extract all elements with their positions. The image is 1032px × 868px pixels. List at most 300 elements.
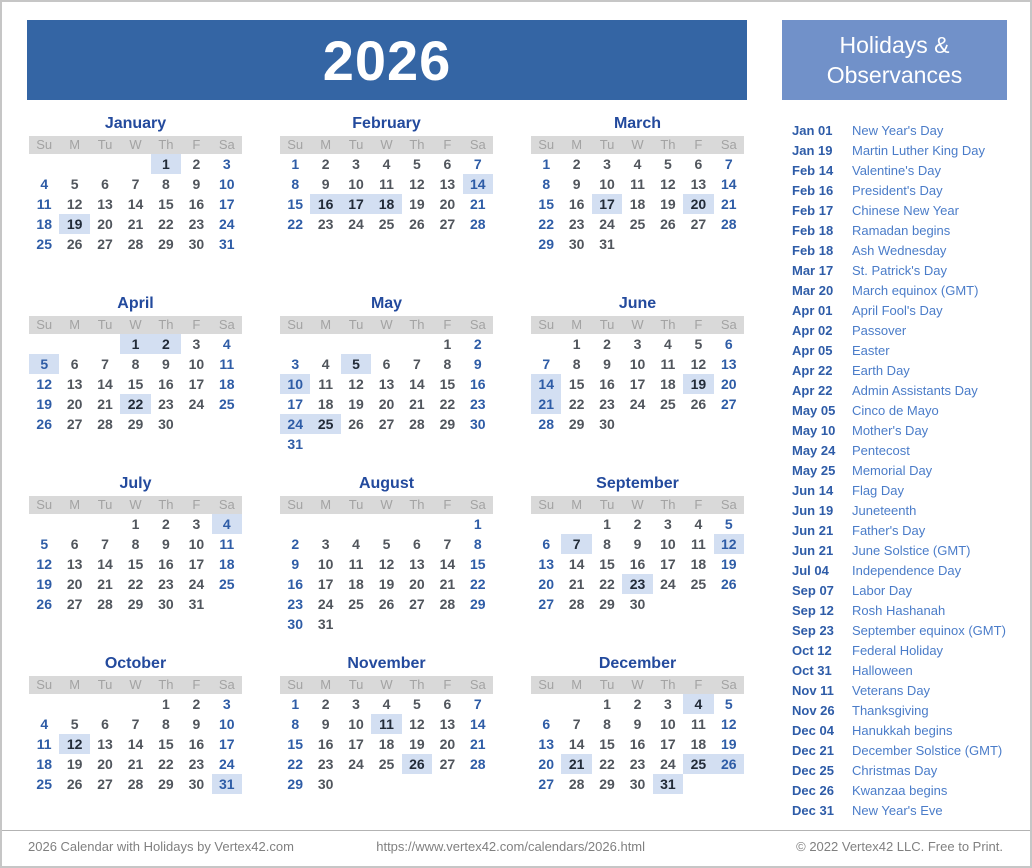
holiday-row bbox=[792, 341, 1022, 361]
day-cell: 1 bbox=[291, 696, 300, 712]
day-cell: 23 bbox=[317, 216, 334, 232]
day-cell: 12 bbox=[714, 534, 744, 554]
day-cell: 31 bbox=[218, 236, 235, 252]
day-cell: 5 bbox=[382, 536, 391, 552]
month-title: December bbox=[598, 655, 677, 672]
weekday-header-cell: Sa bbox=[714, 496, 744, 514]
year-banner bbox=[27, 20, 747, 100]
day-cell bbox=[280, 334, 310, 354]
day-cell: 24 bbox=[188, 396, 205, 412]
day-cell: 13 bbox=[538, 556, 554, 572]
holiday-row bbox=[792, 401, 1022, 421]
day-cell: 14 bbox=[568, 736, 585, 752]
day-cell: 4 bbox=[222, 336, 231, 352]
day-cell: 21 bbox=[97, 396, 113, 412]
day-cell bbox=[310, 434, 340, 454]
day-cell: 2 bbox=[151, 334, 181, 354]
day-cell: 18 bbox=[317, 396, 334, 412]
weekday-header-cell: W bbox=[371, 316, 401, 334]
day-cell: 12 bbox=[36, 376, 52, 392]
holiday-name: New Year's Day bbox=[852, 123, 944, 138]
day-cell: 13 bbox=[720, 356, 737, 372]
day-cell bbox=[432, 774, 462, 794]
day-cell: 26 bbox=[714, 754, 744, 774]
day-cell: 17 bbox=[188, 556, 205, 572]
day-cell: 20 bbox=[66, 576, 83, 592]
day-cell: 6 bbox=[70, 536, 79, 552]
holiday-name: Veterans Day bbox=[852, 683, 931, 698]
day-cell: 4 bbox=[382, 156, 391, 172]
day-cell bbox=[531, 334, 561, 354]
day-cell: 11 bbox=[371, 714, 401, 734]
day-cell: 29 bbox=[599, 776, 615, 792]
holiday-name: Halloween bbox=[852, 663, 913, 678]
day-cell: 22 bbox=[287, 756, 303, 772]
day-cell: 25 bbox=[36, 236, 52, 252]
day-cell: 16 bbox=[568, 196, 585, 212]
day-cell: 8 bbox=[572, 356, 581, 372]
day-cell: 18 bbox=[690, 556, 707, 572]
day-cell: 7 bbox=[561, 534, 591, 554]
day-cell: 29 bbox=[568, 416, 585, 432]
holiday-name: Easter bbox=[852, 343, 890, 358]
day-cell: 13 bbox=[538, 736, 554, 752]
day-cell: 29 bbox=[287, 776, 303, 792]
month-day-grid bbox=[29, 676, 242, 794]
day-cell: 31 bbox=[212, 774, 242, 794]
month-title: June bbox=[618, 295, 657, 312]
day-cell: 15 bbox=[469, 556, 486, 572]
day-cell: 1 bbox=[291, 156, 300, 172]
weekday-header-cell: Th bbox=[653, 496, 683, 514]
day-cell: 24 bbox=[629, 396, 646, 412]
day-cell: 9 bbox=[572, 176, 581, 192]
day-cell: 5 bbox=[413, 156, 421, 172]
day-cell: 1 bbox=[603, 516, 611, 532]
holiday-row bbox=[792, 221, 1022, 241]
holiday-date: Mar 20 bbox=[792, 283, 834, 298]
day-cell: 15 bbox=[158, 196, 174, 212]
month-june bbox=[531, 294, 744, 454]
day-cell bbox=[280, 514, 310, 534]
weekday-header-cell: Tu bbox=[90, 136, 120, 154]
day-cell: 18 bbox=[378, 736, 395, 752]
weekday-header-cell: F bbox=[683, 316, 713, 334]
day-cell bbox=[90, 514, 120, 534]
weekday-header-cell: M bbox=[561, 316, 591, 334]
day-cell: 22 bbox=[469, 576, 486, 592]
day-cell: 20 bbox=[378, 396, 395, 412]
holiday-name: Martin Luther King Day bbox=[852, 143, 985, 158]
holiday-date: Jan 19 bbox=[792, 143, 833, 158]
holiday-row bbox=[792, 261, 1022, 281]
day-cell: 12 bbox=[660, 176, 676, 192]
day-cell: 17 bbox=[218, 736, 235, 752]
day-cell bbox=[714, 594, 744, 614]
day-cell: 10 bbox=[348, 716, 364, 732]
holiday-row bbox=[792, 441, 1022, 461]
day-cell: 25 bbox=[218, 396, 235, 412]
day-cell: 25 bbox=[310, 414, 340, 434]
day-cell: 29 bbox=[127, 596, 144, 612]
holiday-date: Feb 18 bbox=[792, 223, 834, 238]
day-cell bbox=[371, 514, 401, 534]
day-cell: 24 bbox=[660, 576, 676, 592]
day-cell bbox=[402, 334, 432, 354]
holiday-date: Feb 18 bbox=[792, 243, 834, 258]
day-cell: 8 bbox=[131, 356, 140, 372]
weekday-header-cell: Sa bbox=[212, 136, 242, 154]
day-cell: 10 bbox=[629, 356, 646, 372]
day-cell: 11 bbox=[219, 356, 235, 372]
month-august bbox=[280, 474, 493, 634]
day-cell: 31 bbox=[317, 616, 334, 632]
month-february bbox=[280, 114, 493, 274]
day-cell: 30 bbox=[629, 596, 646, 612]
weekday-header-cell: Tu bbox=[592, 676, 622, 694]
holiday-date: Jun 14 bbox=[792, 483, 834, 498]
weekday-header-cell: Su bbox=[280, 676, 310, 694]
weekday-header-cell: Th bbox=[151, 676, 181, 694]
day-cell: 17 bbox=[629, 376, 646, 392]
day-cell: 7 bbox=[413, 356, 421, 372]
month-day-grid bbox=[531, 316, 744, 434]
day-cell: 29 bbox=[599, 596, 615, 612]
day-cell: 7 bbox=[101, 536, 109, 552]
day-cell bbox=[463, 774, 493, 794]
day-cell: 10 bbox=[660, 716, 676, 732]
day-cell: 5 bbox=[694, 336, 703, 352]
holiday-date: Sep 23 bbox=[792, 623, 834, 638]
day-cell: 8 bbox=[291, 716, 300, 732]
day-cell: 23 bbox=[158, 576, 174, 592]
day-cell: 30 bbox=[629, 776, 646, 792]
day-cell: 19 bbox=[66, 756, 83, 772]
day-cell bbox=[714, 234, 744, 254]
holiday-row bbox=[792, 561, 1022, 581]
month-july bbox=[29, 474, 242, 634]
day-cell: 3 bbox=[222, 696, 231, 712]
day-cell: 14 bbox=[568, 556, 585, 572]
day-cell: 21 bbox=[568, 576, 585, 592]
holiday-name: Federal Holiday bbox=[852, 643, 944, 658]
weekday-header-cell: Th bbox=[402, 676, 432, 694]
weekday-header-cell: Sa bbox=[212, 496, 242, 514]
holiday-row bbox=[792, 621, 1022, 641]
day-cell bbox=[341, 514, 371, 534]
day-cell: 18 bbox=[629, 196, 646, 212]
day-cell: 19 bbox=[660, 196, 676, 212]
holiday-date: Jun 21 bbox=[792, 543, 834, 558]
weekday-header-cell: F bbox=[181, 496, 211, 514]
holiday-name: Memorial Day bbox=[852, 463, 933, 478]
day-cell: 27 bbox=[439, 756, 456, 772]
day-cell: 13 bbox=[690, 176, 707, 192]
month-title: August bbox=[358, 475, 415, 492]
day-cell bbox=[622, 414, 652, 434]
day-cell: 6 bbox=[542, 716, 551, 732]
weekday-header-cell: Sa bbox=[463, 136, 493, 154]
day-cell: 6 bbox=[542, 536, 551, 552]
holiday-row bbox=[792, 321, 1022, 341]
day-cell bbox=[29, 514, 59, 534]
day-cell: 9 bbox=[192, 176, 201, 192]
weekday-header-cell: W bbox=[622, 136, 652, 154]
weekday-header-cell: F bbox=[683, 136, 713, 154]
day-cell: 13 bbox=[439, 176, 456, 192]
day-cell: 10 bbox=[348, 176, 364, 192]
weekday-header-cell: W bbox=[371, 676, 401, 694]
day-cell: 26 bbox=[378, 596, 395, 612]
day-cell: 15 bbox=[287, 196, 303, 212]
day-cell: 2 bbox=[291, 536, 300, 552]
weekday-header-cell: M bbox=[59, 316, 89, 334]
footer-copyright: © 2022 Vertex42 LLC. Free to Print. bbox=[796, 839, 1003, 854]
day-cell: 29 bbox=[158, 236, 174, 252]
day-cell bbox=[402, 614, 432, 634]
weekday-header-cell: F bbox=[181, 316, 211, 334]
year-title: 2026 bbox=[322, 28, 452, 92]
holiday-list bbox=[792, 121, 1022, 821]
day-cell: 15 bbox=[599, 736, 615, 752]
holiday-date: Dec 04 bbox=[792, 723, 834, 738]
holiday-row bbox=[792, 461, 1022, 481]
month-december bbox=[531, 654, 744, 814]
day-cell bbox=[683, 234, 713, 254]
day-cell: 7 bbox=[131, 176, 140, 192]
day-cell: 3 bbox=[192, 516, 201, 532]
day-cell: 8 bbox=[131, 536, 140, 552]
day-cell: 31 bbox=[188, 596, 205, 612]
day-cell: 25 bbox=[348, 596, 364, 612]
day-cell: 23 bbox=[188, 756, 205, 772]
day-cell: 7 bbox=[542, 356, 551, 372]
day-cell bbox=[561, 514, 591, 534]
weekday-header-cell: Su bbox=[280, 496, 310, 514]
day-cell: 22 bbox=[599, 576, 615, 592]
day-cell: 11 bbox=[379, 176, 394, 192]
weekday-header-cell: Tu bbox=[90, 496, 120, 514]
day-cell: 9 bbox=[633, 716, 642, 732]
day-cell bbox=[683, 594, 713, 614]
day-cell: 9 bbox=[321, 176, 330, 192]
month-day-grid bbox=[29, 316, 242, 434]
month-day-grid bbox=[280, 136, 493, 234]
day-cell: 28 bbox=[409, 416, 425, 432]
day-cell: 28 bbox=[127, 776, 144, 792]
day-cell bbox=[653, 234, 683, 254]
holidays-header-line2: Observances bbox=[826, 62, 963, 88]
day-cell: 3 bbox=[352, 156, 360, 172]
day-cell: 8 bbox=[603, 716, 611, 732]
holiday-name: Earth Day bbox=[852, 363, 910, 378]
day-cell: 14 bbox=[469, 716, 486, 732]
day-cell: 5 bbox=[341, 354, 371, 374]
day-cell: 18 bbox=[371, 194, 401, 214]
day-cell: 9 bbox=[633, 536, 642, 552]
day-cell: 29 bbox=[127, 416, 144, 432]
day-cell: 15 bbox=[439, 376, 456, 392]
weekday-header-cell: F bbox=[181, 676, 211, 694]
day-cell: 19 bbox=[36, 396, 52, 412]
weekday-header-cell: Tu bbox=[592, 136, 622, 154]
weekday-header-cell: W bbox=[371, 136, 401, 154]
holiday-row bbox=[792, 161, 1022, 181]
day-cell: 14 bbox=[97, 376, 113, 392]
day-cell bbox=[120, 694, 150, 714]
day-cell: 19 bbox=[720, 556, 737, 572]
weekday-header-cell: Sa bbox=[714, 316, 744, 334]
weekday-header-cell: Th bbox=[653, 136, 683, 154]
holiday-date: Feb 16 bbox=[792, 183, 834, 198]
holiday-row bbox=[792, 721, 1022, 741]
day-cell: 1 bbox=[162, 696, 170, 712]
day-cell: 2 bbox=[192, 696, 201, 712]
day-cell: 13 bbox=[439, 716, 456, 732]
day-cell: 29 bbox=[538, 236, 554, 252]
month-march bbox=[531, 114, 744, 274]
holiday-date: Apr 22 bbox=[792, 383, 833, 398]
day-cell: 21 bbox=[720, 196, 737, 212]
day-cell bbox=[561, 694, 591, 714]
holidays-observances-header bbox=[782, 20, 1007, 100]
day-cell: 22 bbox=[538, 216, 554, 232]
day-cell bbox=[212, 414, 242, 434]
day-cell: 15 bbox=[287, 736, 303, 752]
weekday-header-cell: Tu bbox=[592, 496, 622, 514]
holiday-date: Jun 21 bbox=[792, 523, 834, 538]
day-cell: 3 bbox=[222, 156, 231, 172]
holiday-name: Cinco de Mayo bbox=[852, 403, 939, 418]
day-cell bbox=[432, 434, 462, 454]
day-cell: 10 bbox=[218, 176, 235, 192]
day-cell bbox=[463, 614, 493, 634]
weekday-header-cell: Th bbox=[653, 316, 683, 334]
holiday-row bbox=[792, 641, 1022, 661]
day-cell: 15 bbox=[568, 376, 585, 392]
footer-url-link[interactable]: https://www.vertex42.com/calendars/2026.html bbox=[376, 839, 646, 854]
day-cell: 16 bbox=[188, 196, 205, 212]
day-cell: 30 bbox=[188, 776, 205, 792]
weekday-header-cell: Su bbox=[531, 676, 561, 694]
day-cell: 15 bbox=[599, 556, 615, 572]
day-cell: 1 bbox=[572, 336, 581, 352]
day-cell: 22 bbox=[127, 576, 144, 592]
month-day-grid bbox=[280, 676, 493, 794]
day-cell: 16 bbox=[629, 556, 646, 572]
day-cell: 29 bbox=[158, 776, 174, 792]
day-cell: 17 bbox=[341, 194, 371, 214]
holiday-date: Apr 02 bbox=[792, 323, 833, 338]
day-cell bbox=[341, 334, 371, 354]
footer-credit: 2026 Calendar with Holidays by Vertex42.com bbox=[28, 839, 294, 854]
day-cell: 26 bbox=[66, 236, 83, 252]
day-cell: 11 bbox=[690, 716, 706, 732]
day-cell: 4 bbox=[664, 336, 672, 352]
day-cell: 13 bbox=[409, 556, 425, 572]
weekday-header-cell: Sa bbox=[714, 676, 744, 694]
day-cell: 8 bbox=[443, 356, 452, 372]
holiday-date: May 25 bbox=[792, 463, 836, 478]
day-cell: 10 bbox=[660, 536, 676, 552]
day-cell: 5 bbox=[724, 516, 733, 532]
day-cell: 26 bbox=[660, 216, 676, 232]
day-cell: 17 bbox=[592, 194, 622, 214]
day-cell: 13 bbox=[97, 196, 113, 212]
day-cell bbox=[622, 234, 652, 254]
holiday-date: Apr 22 bbox=[792, 363, 833, 378]
day-cell: 27 bbox=[378, 416, 395, 432]
day-cell bbox=[432, 614, 462, 634]
day-cell: 14 bbox=[720, 176, 737, 192]
month-day-grid bbox=[29, 496, 242, 614]
month-day-grid bbox=[280, 316, 493, 454]
holiday-name: Juneteenth bbox=[852, 503, 917, 518]
day-cell: 8 bbox=[473, 536, 482, 552]
day-cell: 9 bbox=[291, 556, 300, 572]
month-title: February bbox=[352, 115, 421, 132]
day-cell: 18 bbox=[690, 736, 707, 752]
day-cell: 15 bbox=[127, 376, 144, 392]
day-cell: 11 bbox=[36, 736, 52, 752]
day-cell: 2 bbox=[321, 156, 330, 172]
day-cell: 24 bbox=[348, 756, 364, 772]
weekday-header-cell: Su bbox=[29, 136, 59, 154]
day-cell bbox=[59, 514, 89, 534]
holiday-name: Ramadan begins bbox=[852, 223, 951, 238]
weekday-header-cell: M bbox=[310, 316, 340, 334]
holiday-row bbox=[792, 241, 1022, 261]
day-cell: 16 bbox=[469, 376, 486, 392]
holiday-row bbox=[792, 421, 1022, 441]
month-title: September bbox=[596, 475, 679, 492]
weekday-header-cell: M bbox=[561, 136, 591, 154]
day-cell bbox=[402, 514, 432, 534]
day-cell: 6 bbox=[101, 176, 109, 192]
day-cell: 17 bbox=[660, 736, 676, 752]
month-may bbox=[280, 294, 493, 454]
day-cell: 5 bbox=[664, 156, 672, 172]
weekday-header-cell: Tu bbox=[341, 676, 371, 694]
day-cell: 6 bbox=[382, 356, 391, 372]
day-cell: 11 bbox=[660, 356, 676, 372]
footer bbox=[2, 830, 1030, 866]
day-cell: 13 bbox=[378, 376, 395, 392]
holiday-name: Independence Day bbox=[852, 563, 962, 578]
day-cell bbox=[310, 514, 340, 534]
day-cell bbox=[90, 334, 120, 354]
day-cell: 26 bbox=[66, 776, 83, 792]
holiday-date: Dec 31 bbox=[792, 803, 834, 818]
weekday-header-cell: Su bbox=[29, 676, 59, 694]
day-cell: 14 bbox=[463, 174, 493, 194]
day-cell: 30 bbox=[568, 236, 585, 252]
weekday-header-cell: Sa bbox=[714, 136, 744, 154]
holiday-date: Nov 11 bbox=[792, 683, 834, 698]
day-cell: 23 bbox=[317, 756, 334, 772]
day-cell: 24 bbox=[599, 216, 615, 232]
day-cell: 23 bbox=[629, 756, 646, 772]
day-cell bbox=[90, 694, 120, 714]
day-cell: 1 bbox=[542, 156, 551, 172]
day-cell: 1 bbox=[443, 336, 452, 352]
day-cell: 2 bbox=[633, 696, 642, 712]
day-cell: 1 bbox=[603, 696, 611, 712]
day-cell bbox=[371, 434, 401, 454]
day-cell: 21 bbox=[439, 576, 456, 592]
day-cell: 3 bbox=[291, 356, 300, 372]
day-cell: 26 bbox=[690, 396, 707, 412]
